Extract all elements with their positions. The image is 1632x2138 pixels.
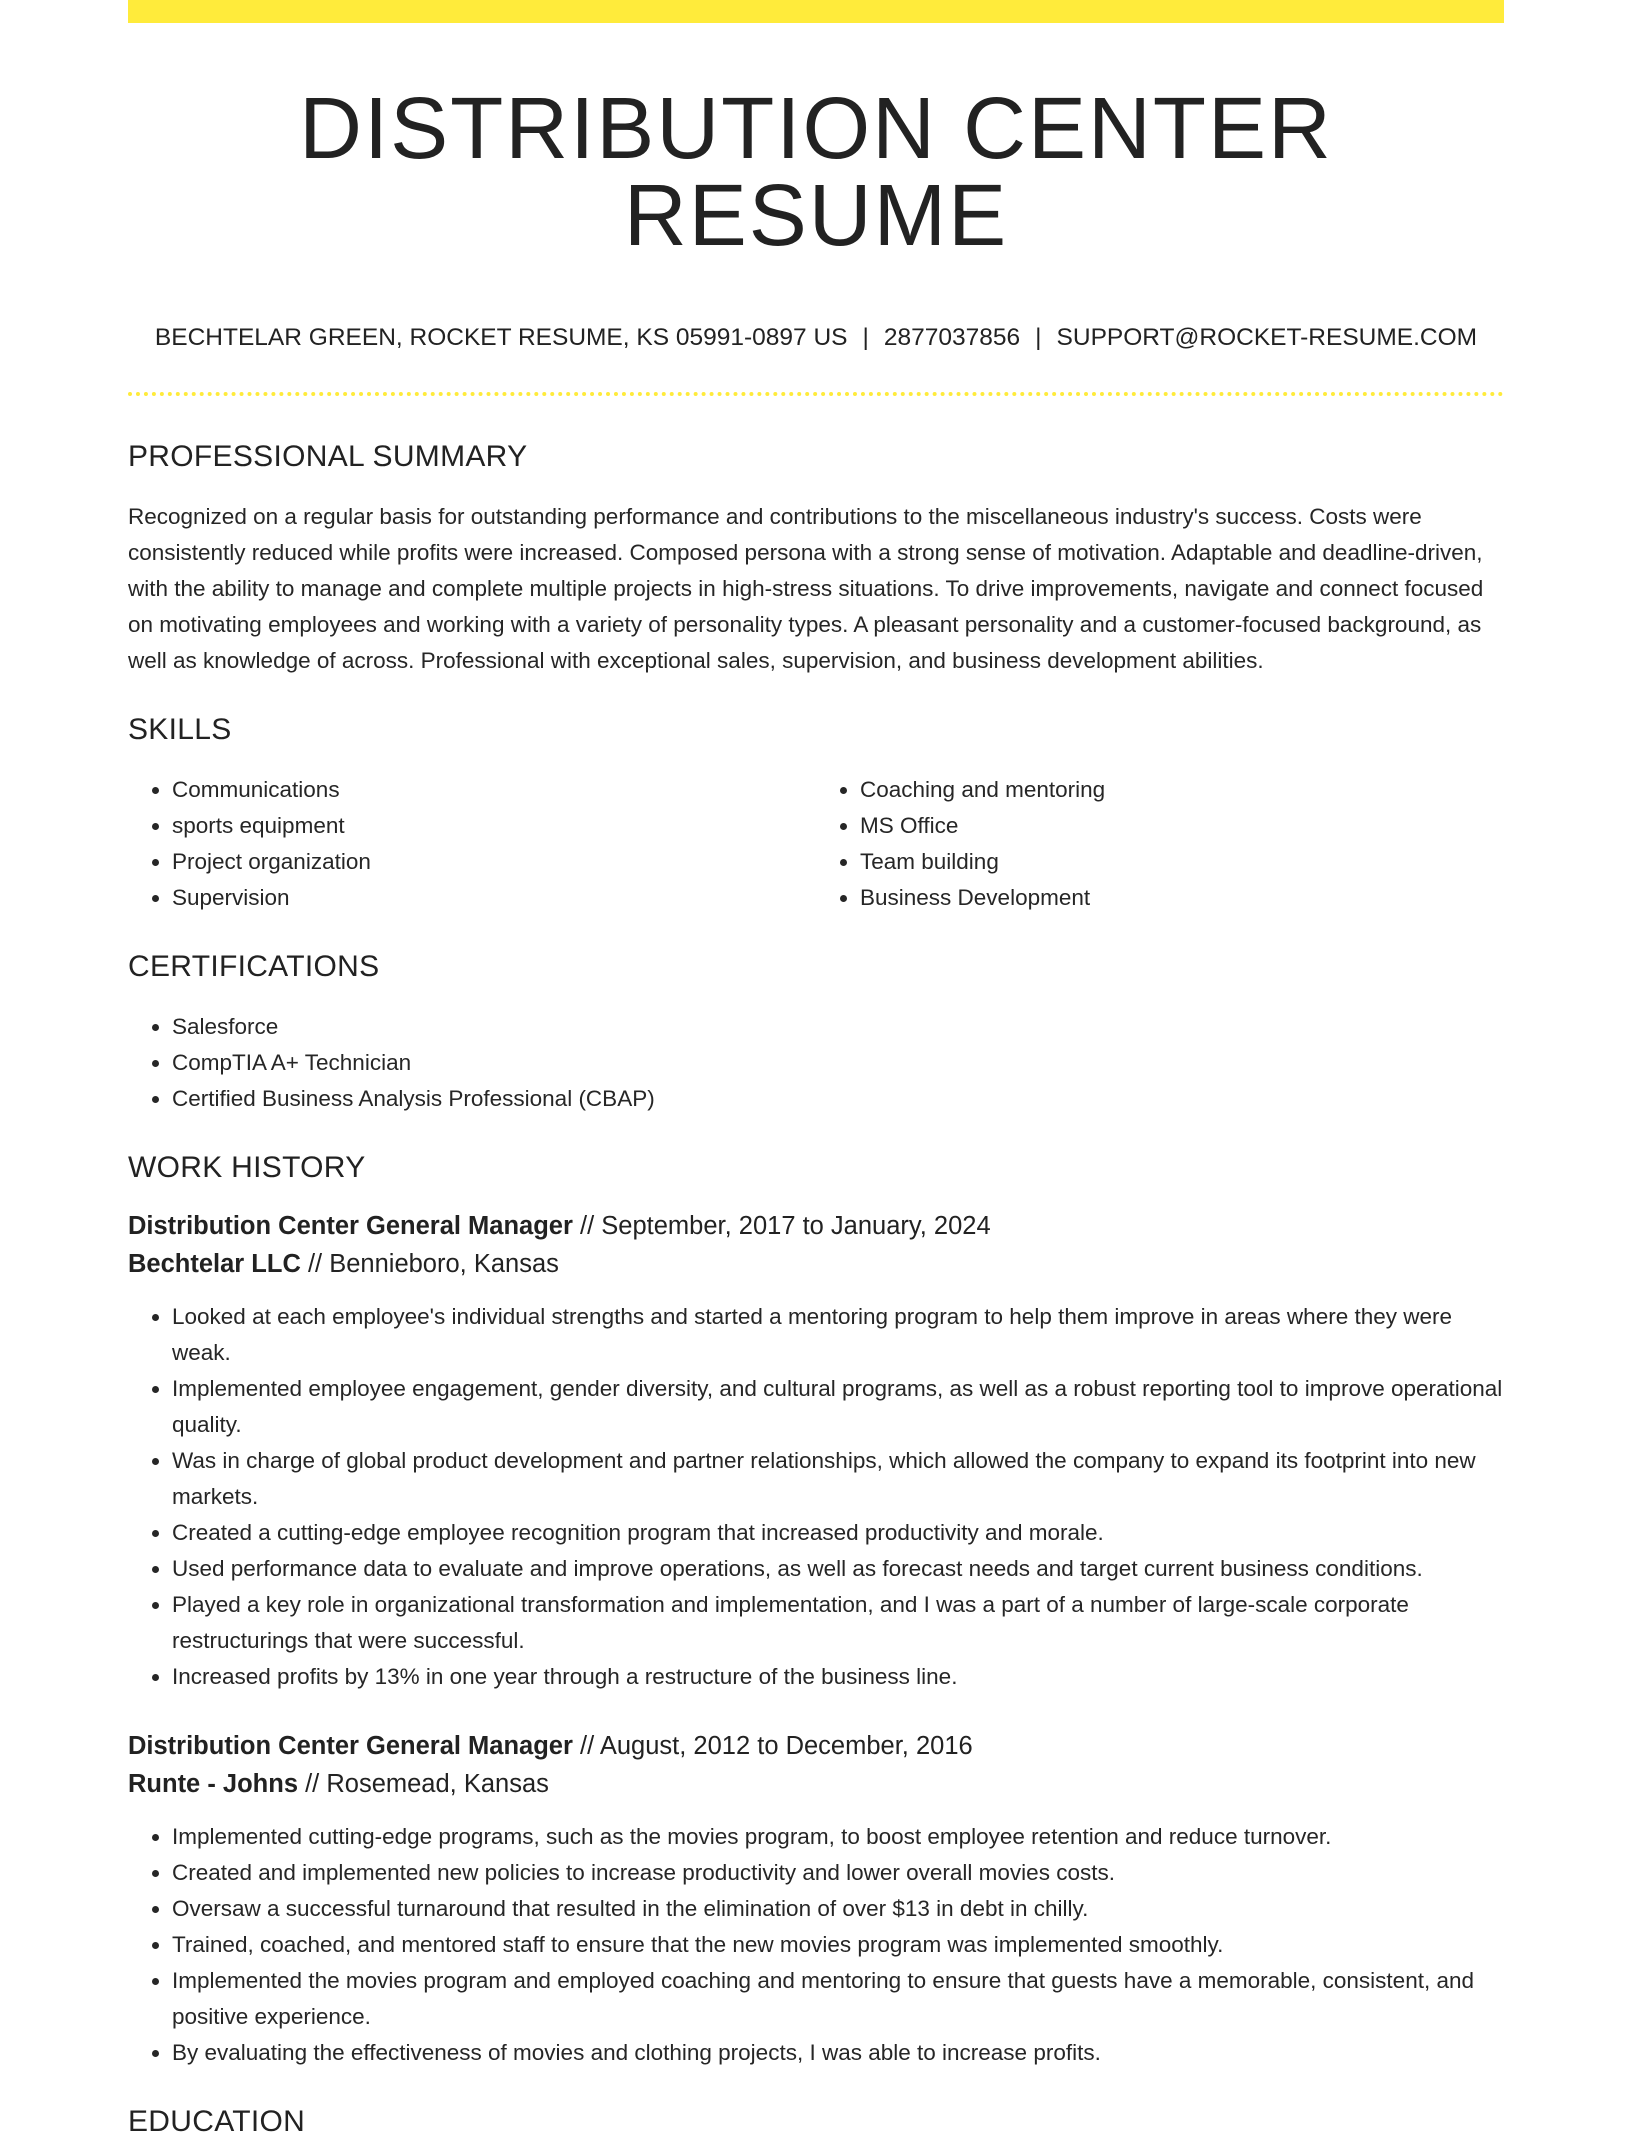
accent-top-bar: [128, 0, 1504, 23]
job-company: Runte - Johns: [128, 1769, 298, 1798]
job-dates: // September, 2017 to January, 2024: [580, 1211, 991, 1240]
job-company: Bechtelar LLC: [128, 1249, 301, 1278]
contact-phone: 2877037856: [883, 324, 1021, 351]
job-location: // Rosemead, Kansas: [305, 1769, 549, 1798]
job-title: Distribution Center General Manager: [128, 1211, 573, 1240]
skill-item: • MS Office: [860, 808, 1504, 844]
job-bullet: • Implemented cutting-edge programs, such as the movies program, to boost employee retention and reduce turnover.: [172, 1819, 1504, 1855]
skill-item: • Project organization: [172, 844, 816, 880]
skills-list-right: [816, 772, 1504, 916]
skills-heading: SKILLS: [128, 712, 232, 746]
job-title-line: [128, 1207, 1504, 1245]
job-company-line: [128, 1245, 1504, 1283]
job-entry: [128, 1727, 1504, 2071]
skill-item: • sports equipment: [172, 808, 816, 844]
job-bullets: [128, 1299, 1504, 1695]
certifications-heading: CERTIFICATIONS: [128, 949, 380, 983]
dotted-divider: [128, 392, 1504, 396]
skill-item: • Business Development: [860, 880, 1504, 916]
work-history-heading: WORK HISTORY: [128, 1150, 366, 1184]
contact-address: BECHTELAR GREEN, ROCKET RESUME, KS 05991-0897 US: [154, 324, 848, 351]
job-bullet: • Was in charge of global product development and partner relationships, which allowed the company to expand its footprint into new markets.: [172, 1443, 1504, 1515]
contact-line: [128, 326, 1504, 351]
resume-page: [128, 0, 1504, 2137]
certification-item: • CompTIA A+ Technician: [172, 1045, 1504, 1081]
skill-item: • Coaching and mentoring: [860, 772, 1504, 808]
job-bullet: • Created and implemented new policies to increase productivity and lower overall movies costs.: [172, 1855, 1504, 1891]
job-bullet: • Used performance data to evaluate and improve operations, as well as forecast needs and target current business conditions.: [172, 1551, 1504, 1587]
job-bullet: • Increased profits by 13% in one year through a restructure of the business line.: [172, 1659, 1504, 1695]
job-bullet: • Created a cutting-edge employee recognition program that increased productivity and morale.: [172, 1515, 1504, 1551]
job-title: Distribution Center General Manager: [128, 1731, 573, 1760]
job-bullet: • Implemented employee engagement, gender diversity, and cultural programs, as well as a robust reporting tool to improve operational quality.: [172, 1371, 1504, 1443]
job-bullet: • Trained, coached, and mentored staff to ensure that the new movies program was implemented smoothly.: [172, 1927, 1504, 1963]
job-bullet: • Implemented the movies program and employed coaching and mentoring to ensure that guests have a memorable, consistent, and positive experience.: [172, 1963, 1504, 2035]
contact-separator: |: [862, 324, 869, 351]
job-bullet: • By evaluating the effectiveness of movies and clothing projects, I was able to increase profits.: [172, 2035, 1504, 2071]
contact-email: SUPPORT@ROCKET-RESUME.COM: [1056, 324, 1478, 351]
certification-item: • Certified Business Analysis Professional (CBAP): [172, 1081, 1504, 1117]
job-location: // Bennieboro, Kansas: [307, 1249, 559, 1278]
summary-text: Recognized on a regular basis for outstanding performance and contributions to the miscellaneous industry's success. Costs were consistently reduced while profits were increased. Composed persona with a strong sense of motivation. Adaptable and deadline-driven, with the ability to manage and complete multiple projects in high-stress situations. To drive improvements, navigate and connect focused on motivating employees and working with a variety of personality types. A pleasant personality and a customer-focused background, as well as knowledge of across. Professional with exceptional sales, supervision, and business development abilities.: [128, 503, 1484, 673]
job-entry: [128, 1207, 1504, 1695]
skill-item: • Team building: [860, 844, 1504, 880]
job-title-line: [128, 1727, 1504, 1765]
contact-separator: |: [1035, 324, 1042, 351]
job-company-line: [128, 1765, 1504, 1803]
skill-item: • Supervision: [172, 880, 816, 916]
job-bullet: • Looked at each employee's individual strengths and started a mentoring program to help them improve in areas where they were weak.: [172, 1299, 1504, 1371]
skill-item: • Communications: [172, 772, 816, 808]
skills-list-left: [128, 772, 816, 916]
education-heading: EDUCATION: [128, 2104, 306, 2138]
job-bullet: • Oversaw a successful turnaround that resulted in the elimination of over $13 in debt in chilly.: [172, 1891, 1504, 1927]
certifications-list: [128, 1009, 1504, 1117]
job-bullet: • Played a key role in organizational transformation and implementation, and I was a part of a number of large-scale corporate restructurings that were successful.: [172, 1587, 1504, 1659]
certification-item: • Salesforce: [172, 1009, 1504, 1045]
job-bullets: [128, 1819, 1504, 2071]
resume-title: DISTRIBUTION CENTER RESUME: [299, 80, 1333, 264]
summary-heading: PROFESSIONAL SUMMARY: [128, 439, 528, 473]
skills-grid: [128, 772, 1504, 916]
job-dates: // August, 2012 to December, 2016: [580, 1731, 973, 1760]
